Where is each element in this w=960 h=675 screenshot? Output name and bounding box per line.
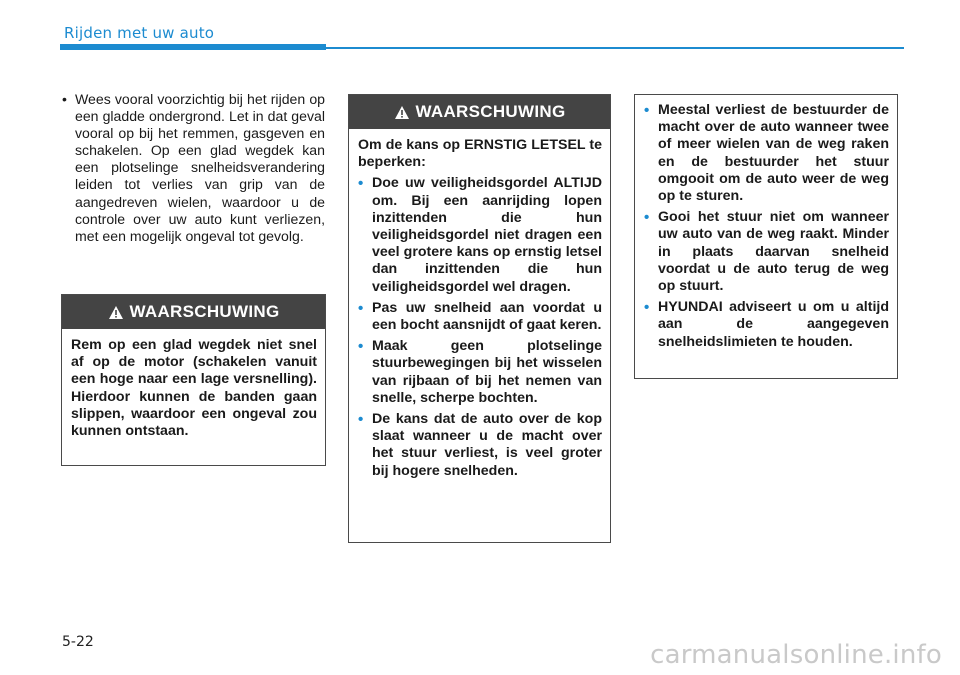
header-rule-thin xyxy=(326,47,904,49)
bullet-dot-icon: • xyxy=(62,91,67,107)
header-rule-thick xyxy=(60,44,326,50)
list-item-text: Doe uw veiligheidsgordel ALTIJD om. Bij een aanrijding lopen inzittenden die hun veiligheidsgordel niet dragen een veel grotere kans op ernstig letsel dan inzittenden die hun veiligheidsgordel wel dragen. xyxy=(372,175,602,295)
list-item xyxy=(644,102,889,205)
warning-text: Rem op een glad wegdek niet snel af op de motor (schakelen vanuit een hoge naar een lage versnelling). Hierdoor kunnen de banden gaan slippen, waardoor een ongeval zou kunnen ontstaan. xyxy=(71,337,317,440)
bullet-dot-icon: • xyxy=(358,299,364,317)
warning-body xyxy=(635,95,897,351)
intro-text: Wees vooral voorzichtig bij het rijden op een gladde ondergrond. Let in dat geval vooral op bij het remmen, gasgeven en schakelen. Op een glad wegdek kan een plotselinge snelheidsverandering leiden tot verlies van grip van de aangedreven wielen, waardoor u de controle over uw auto kunt verliezen, met een mogelijk ongeval tot gevolg. xyxy=(75,91,325,244)
warning-triangle-icon xyxy=(394,105,410,120)
list-item-text: HYUNDAI adviseert u om u altijd aan de aangegeven snelheidslimieten te houden. xyxy=(658,299,889,350)
list-item xyxy=(358,175,602,295)
warning-title: WAARSCHUWING xyxy=(129,302,280,321)
list-item xyxy=(358,411,602,480)
list-item xyxy=(644,299,889,351)
bullet-dot-icon: • xyxy=(358,411,364,429)
warning-intro: Om de kans op ERNSTIG LETSEL te beperken: xyxy=(358,137,602,171)
page-number: 5-22 xyxy=(62,634,94,650)
bullet-dot-icon: • xyxy=(644,102,650,119)
intro-paragraph xyxy=(62,91,325,245)
warning-triangle-icon xyxy=(108,305,124,320)
warning-box-right xyxy=(634,94,898,379)
warning-box-middle xyxy=(348,94,611,543)
list-item-text: Gooi het stuur niet om wanneer uw auto van de weg raakt. Minder in plaats daarvan snelheid voordat u de auto terug de weg op stuurt. xyxy=(658,209,889,295)
bullet-dot-icon: • xyxy=(358,338,364,356)
warning-header xyxy=(62,295,325,329)
list-item-text: De kans dat de auto over de kop slaat wanneer u de macht over het stuur verliest, is veel groter bij hogere snelheden. xyxy=(372,411,602,479)
bullet-dot-icon: • xyxy=(358,175,364,193)
watermark: carmanualsonline.info xyxy=(650,640,942,670)
list-item-text: Maak geen plotselinge stuurbewegingen bij het wisselen van rijbaan of bij het nemen van snelle, scherpe bochten. xyxy=(372,338,602,406)
bullet-dot-icon: • xyxy=(644,299,650,317)
bullet-dot-icon: • xyxy=(644,209,650,227)
section-title: Rijden met uw auto xyxy=(64,24,215,42)
warning-title: WAARSCHUWING xyxy=(415,102,566,121)
warning-header xyxy=(349,95,610,129)
warning-box-left xyxy=(61,294,326,466)
list-item-text: Pas uw snelheid aan voordat u een bocht aansnijdt of gaat keren. xyxy=(372,299,602,334)
warning-body xyxy=(62,329,325,440)
list-item xyxy=(358,338,602,407)
list-item xyxy=(358,300,602,334)
list-item xyxy=(644,209,889,295)
warning-body xyxy=(349,129,610,480)
list-item-text: Meestal verliest de bestuurder de macht over de auto wanneer twee of meer wielen van de weg raken en de bestuurder het stuur omgooit om de auto weer de weg op te sturen. xyxy=(658,102,889,205)
